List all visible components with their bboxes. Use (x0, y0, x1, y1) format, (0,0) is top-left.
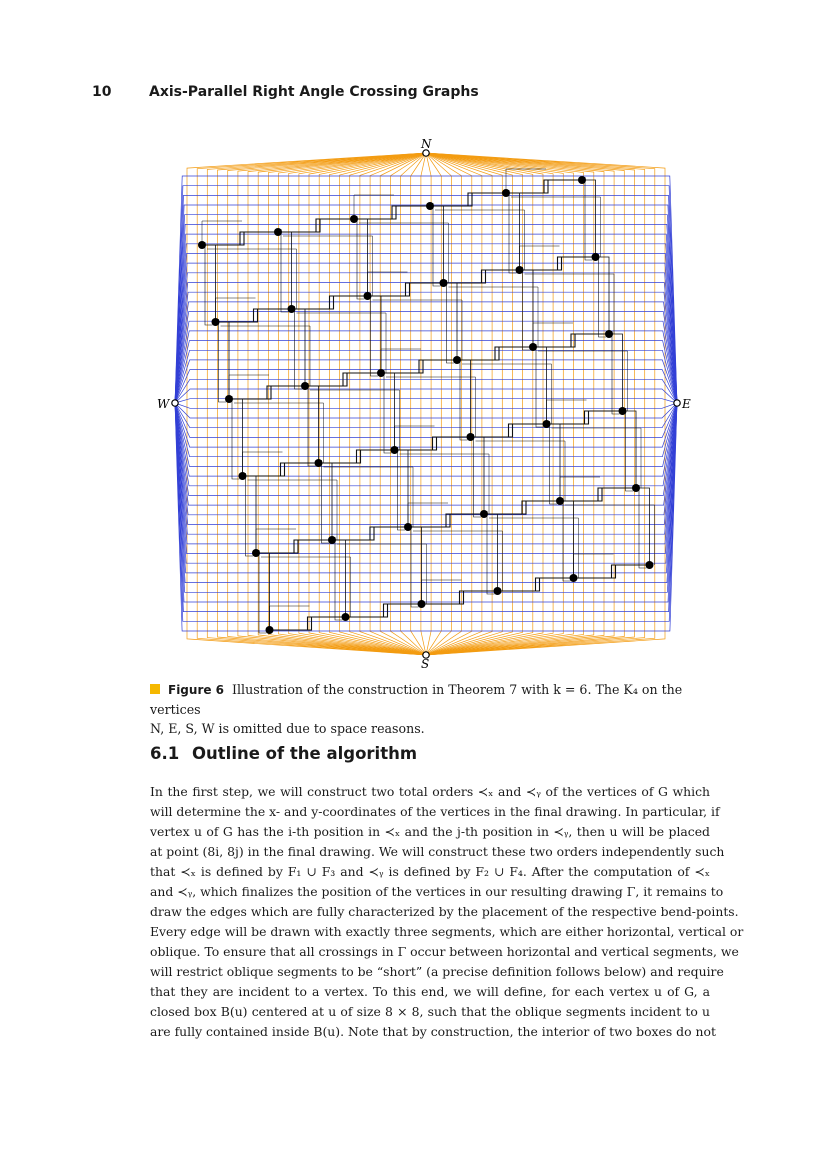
blue-edge (175, 403, 677, 408)
paragraph-line: at point (8i, 8j) in the final drawing. We will construct these two orders independently such (150, 844, 725, 859)
black-edge (216, 309, 292, 322)
paragraph-line: In the first step, we will construct two total orders ≺ₓ and ≺ᵧ of the vertices of G which (150, 784, 710, 799)
orange-edge (426, 153, 635, 655)
vertex-dot (342, 613, 350, 621)
vertex-dot (198, 241, 206, 249)
vertex-dot (315, 459, 323, 467)
orange-edge (426, 153, 604, 655)
vertex-dot (252, 549, 260, 557)
section-heading (150, 744, 710, 763)
blue-edge (175, 263, 677, 403)
orange-edge (299, 153, 426, 655)
orange-edge (426, 153, 614, 655)
orange-edge (426, 153, 553, 655)
orange-edge (426, 153, 451, 655)
vertex-dot (494, 587, 502, 595)
black-edge (474, 434, 482, 517)
orange-edge (238, 153, 426, 655)
black-edge (395, 437, 471, 450)
vertex-dot (570, 574, 578, 582)
black-edge (219, 319, 227, 402)
vertex-dot (578, 176, 586, 184)
paragraph-line: and ≺ᵧ, which finalizes the position of the vertices in our resulting drawing Γ, it remains to (150, 884, 724, 899)
black-edge (457, 347, 533, 360)
vertex-dot (619, 407, 627, 415)
black-edge (346, 604, 422, 617)
black-edge (368, 296, 382, 373)
orange-edge (268, 153, 426, 655)
black-edge (270, 617, 346, 630)
blue-edge (175, 331, 677, 403)
section-number: 6.1 (150, 744, 180, 763)
vertex-dot (502, 189, 510, 197)
blue-edge (175, 360, 677, 403)
vertex-dot (605, 330, 613, 338)
black-edge (536, 344, 544, 427)
vertex-dot (350, 215, 358, 223)
blue-edge (175, 403, 677, 544)
orange-edge (426, 153, 523, 655)
blue-edge (175, 186, 677, 403)
blue-edge (175, 195, 677, 403)
black-edge (292, 296, 368, 309)
black-edge (335, 537, 343, 620)
vertex-dot (646, 561, 654, 569)
black-edge (248, 480, 338, 540)
black-edge (484, 501, 560, 514)
orange-edge (370, 153, 426, 655)
orange-edge (228, 153, 426, 655)
black-edge (202, 245, 216, 322)
vertex-dot (225, 395, 233, 403)
black-edge (498, 578, 574, 591)
running-header (92, 84, 732, 104)
black-edge (259, 550, 267, 633)
paragraph-line: vertex u of G has the i-th position in ≺ₓ and the j-th position in ≺ᵧ, then u will be placed (150, 824, 710, 839)
caption-line-2: N, E, S, W is omitted due to space reasons. (150, 721, 425, 736)
blue-edge (175, 302, 677, 403)
paragraph-line: are fully contained inside B(u). Note that by construction, the interior of two boxes do not (150, 1024, 716, 1039)
blue-edge (175, 403, 677, 476)
blue-edge (175, 283, 677, 404)
black-edge (520, 246, 560, 270)
figure-label: Figure 6 (168, 683, 225, 697)
black-edge (484, 514, 498, 591)
orange-edge (411, 153, 426, 655)
vertex-dot (274, 228, 282, 236)
pole-label-n: N (421, 137, 432, 151)
blue-edge (175, 205, 677, 403)
vertex-dot (288, 305, 296, 313)
black-edge (398, 447, 406, 530)
blue-edge (175, 403, 677, 428)
orange-edge (426, 153, 431, 655)
blue-edge (175, 350, 677, 403)
construction-figure (150, 136, 710, 672)
black-edge (599, 254, 607, 337)
black-edge (411, 524, 419, 607)
black-edge (332, 527, 408, 540)
blue-edge (175, 403, 677, 621)
blue-edge (175, 253, 677, 403)
vertex-dot (556, 497, 564, 505)
black-edge (243, 463, 319, 476)
vertex-dot (543, 420, 551, 428)
orange-edge (426, 153, 441, 655)
black-edge (295, 306, 303, 389)
blue-edge (175, 389, 677, 403)
vertex-dot (529, 343, 537, 351)
blue-edge (175, 403, 677, 602)
black-edge (319, 463, 333, 540)
black-edge (322, 460, 330, 543)
vertex-dot (328, 536, 336, 544)
black-edge (261, 557, 351, 617)
vertex-dot (453, 356, 461, 364)
black-edge (596, 257, 610, 334)
black-edge (256, 540, 332, 553)
paragraph-line: will restrict oblique segments to be “short” (a precise definition follows below) and require (150, 964, 724, 979)
black-edge (332, 540, 346, 617)
orange-edge (350, 153, 426, 655)
orange-edge (426, 153, 584, 655)
vertex-dot (418, 600, 426, 608)
black-edge (520, 257, 596, 270)
vertex-dot (632, 484, 640, 492)
pole-w (172, 400, 178, 406)
black-edge (357, 216, 365, 299)
vertex-dot (592, 253, 600, 261)
vertex-dot (467, 433, 475, 441)
black-edge (609, 334, 623, 411)
vertex-dot (480, 510, 488, 518)
vertex-dot (426, 202, 434, 210)
black-edge (560, 501, 574, 578)
blue-edge (175, 176, 677, 403)
black-edge (368, 283, 444, 296)
black-edge (547, 400, 587, 424)
black-edge (243, 452, 283, 476)
black-edge (433, 203, 441, 286)
black-edge (381, 360, 457, 373)
black-edge (305, 386, 319, 463)
black-edge (487, 511, 495, 594)
vertex-dot (440, 279, 448, 287)
black-edge (395, 450, 409, 527)
page-number: 10 (92, 84, 112, 100)
black-edge (381, 373, 395, 450)
orange-edge (426, 153, 624, 655)
black-edge (626, 408, 634, 491)
black-edge (506, 180, 582, 193)
running-title: Axis-Parallel Right Angle Crossing Graphs (149, 84, 479, 100)
orange-edge (329, 153, 426, 655)
black-edge (408, 514, 484, 527)
orange-edge (197, 153, 426, 655)
black-edge (520, 270, 534, 347)
caption-line-1 (150, 680, 710, 719)
pole-e (674, 400, 680, 406)
blue-edge (175, 403, 677, 496)
black-edge (354, 219, 368, 296)
paragraph-line: closed box B(u) centered at u of size 8 × 8, such that the oblique segments incident to u (150, 1004, 710, 1019)
black-edge (574, 565, 650, 578)
black-edge (585, 177, 593, 260)
orange-edge (426, 153, 482, 655)
pole-label-s: S (421, 657, 430, 671)
blue-edge (175, 403, 677, 486)
vertex-dot (516, 266, 524, 274)
black-edge (371, 293, 379, 376)
vertex-dot (212, 318, 220, 326)
blue-edge (175, 403, 677, 612)
orange-edge (401, 153, 426, 655)
orange-edge (426, 153, 512, 655)
pole-label-e: E (682, 397, 691, 411)
paragraph-line: will determine the x- and y-coordinates of the vertices in the final drawing. In particular, if (150, 804, 720, 819)
vertex-dot (301, 382, 309, 390)
black-edge (281, 229, 289, 312)
black-edge (205, 242, 213, 325)
section-title: Outline of the algorithm (192, 744, 418, 763)
black-edge (207, 249, 297, 309)
blue-edge (175, 234, 677, 403)
vertex-dot (239, 472, 247, 480)
black-edge (444, 270, 520, 283)
vertex-dot (266, 626, 274, 634)
paragraph-line: that they are incident to a vertex. To this end, we will define, for each vertex u of G, a (150, 984, 710, 999)
black-edge (523, 267, 531, 350)
blue-edge (175, 403, 677, 525)
black-edge (229, 375, 269, 399)
orange-edge (340, 153, 426, 655)
figure-caption (150, 680, 710, 738)
vertex-dot (364, 292, 372, 300)
blue-edge (175, 370, 677, 403)
body-paragraph (150, 782, 744, 1042)
paragraph-line: that ≺ₓ is defined by F₁ ∪ F₃ and ≺ᵧ is defined by F₂ ∪ F₄. After the computation of ≺ₓ (150, 864, 710, 879)
black-edge (639, 485, 647, 568)
vertex-dot (391, 446, 399, 454)
blue-edge (175, 292, 677, 403)
paragraph-line: draw the edges which are fully characterized by the placement of the respective bend-points. (150, 904, 739, 919)
orange-edge (380, 153, 426, 655)
vertex-dot (377, 369, 385, 377)
black-edge (354, 206, 430, 219)
orange-edge (207, 153, 426, 655)
orange-edge (426, 153, 502, 655)
black-edge (547, 411, 623, 424)
vertex-dot (404, 523, 412, 531)
blue-horizontal-grid (175, 176, 677, 631)
black-edge (270, 606, 310, 630)
orange-edge (426, 153, 655, 655)
orange-edge (426, 153, 533, 655)
black-edge (563, 498, 571, 581)
black-edge (229, 386, 305, 399)
caption-marker-icon (150, 684, 160, 694)
pole-label-w: W (157, 397, 170, 411)
black-edge (278, 219, 354, 232)
blue-edge (175, 403, 677, 447)
black-edge (612, 331, 620, 414)
caption-text-1: Illustration of the construction in Theorem 7 with k = 6. The K₄ on the vertices (150, 682, 683, 717)
black-edge (533, 347, 547, 424)
blue-edge (175, 403, 677, 563)
black-edge (221, 326, 311, 386)
black-edge (292, 309, 306, 386)
paragraph-line: Every edge will be drawn with exactly three segments, which are either horizontal, vertical or (150, 924, 744, 939)
paragraph-line: oblique. To ensure that all crossings in Γ occur between horizontal and vertical segments, we (150, 944, 739, 959)
black-edge (256, 529, 296, 553)
blue-edge (175, 224, 677, 403)
orange-edge (279, 153, 427, 655)
